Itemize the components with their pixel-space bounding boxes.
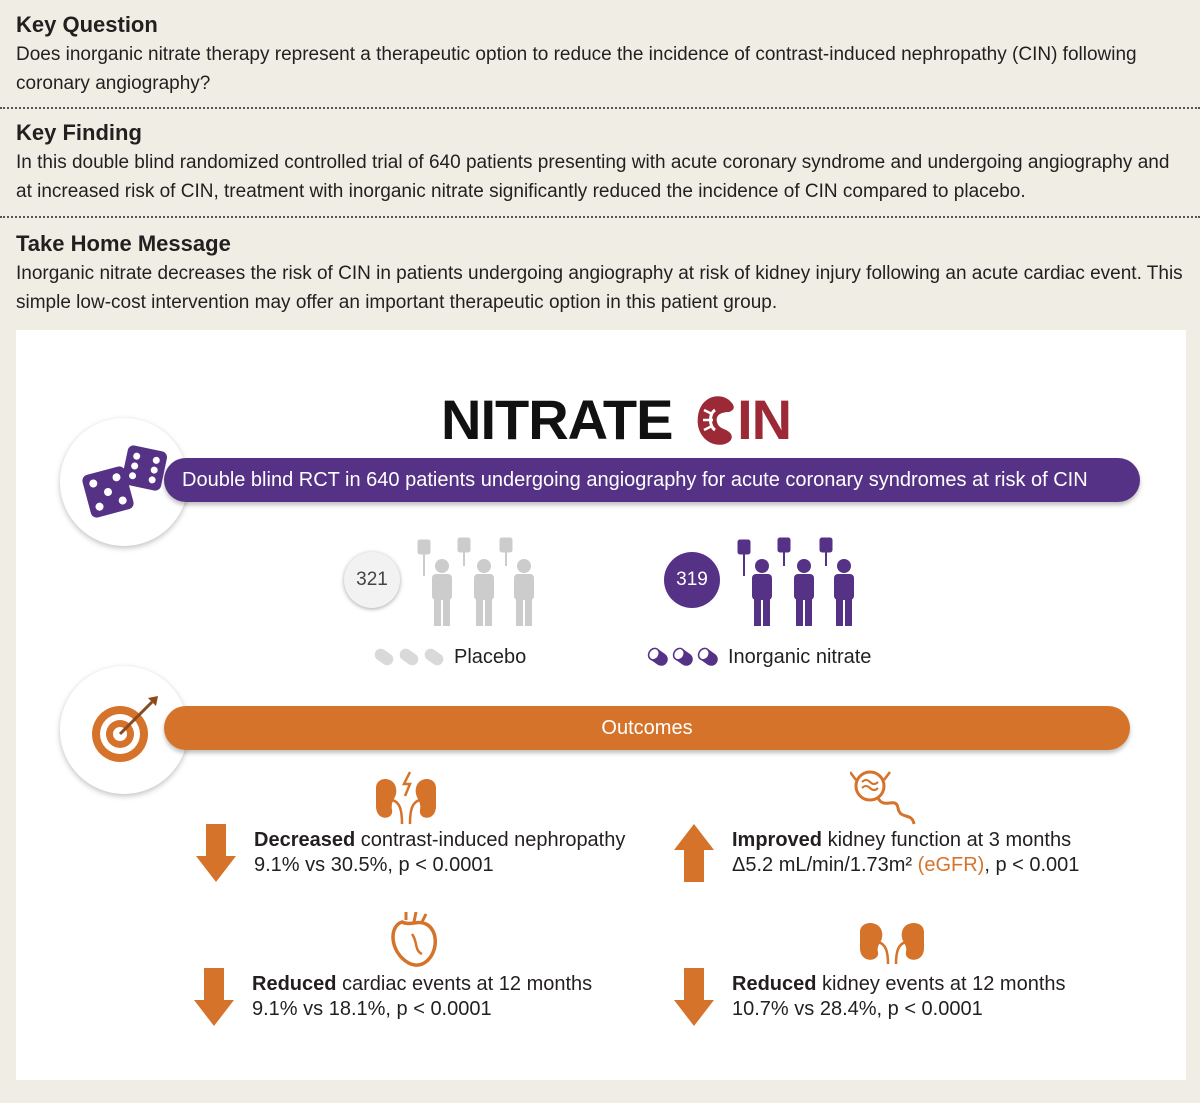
outcome-kidney-events-bold: Reduced [732, 973, 817, 995]
placebo-pills-icon [372, 646, 448, 668]
logo-nitrate-text: NITRATE [441, 388, 673, 451]
infographic-panel [16, 330, 1186, 1080]
outcome-cin-stats: 9.1% vs 30.5%, p < 0.0001 [254, 854, 494, 876]
target-icon [86, 692, 162, 768]
key-question-text: Does inorganic nitrate therapy represent a therapeutic option to reduce the incidence of contrast-induced nephropathy (CIN) following coronary angiography? [16, 44, 1137, 94]
take-home-title: Take Home Message [16, 231, 231, 256]
outcome-cardiac-text: cardiac events at 12 months [336, 973, 593, 995]
key-question-section [16, 12, 1184, 98]
nitrate-label: Inorganic nitrate [728, 646, 872, 668]
outcome-cin [254, 828, 625, 878]
outcomes-banner: Outcomes [164, 706, 1130, 750]
kidney-c-icon [693, 390, 737, 450]
key-question-title: Key Question [16, 12, 158, 37]
arrow-down-icon [674, 968, 714, 1026]
outcome-cardiac [252, 972, 592, 1022]
outcome-kidney-function [732, 828, 1079, 878]
outcome-cin-text: contrast-induced nephropathy [355, 829, 626, 851]
outcome-kidney-function-stats: Δ5.2 mL/min/1.73m² [732, 854, 918, 876]
outcome-kidney-function-bold: Improved [732, 829, 823, 851]
outcome-kidney-function-p: , p < 0.001 [984, 854, 1080, 876]
key-finding-title: Key Finding [16, 120, 142, 145]
trial-logo [441, 390, 791, 450]
take-home-section [16, 231, 1184, 317]
key-finding-section [16, 120, 1184, 206]
outcome-kidney-events-text: kidney events at 12 months [816, 973, 1066, 995]
heart-icon [388, 912, 440, 970]
outcome-kidney-function-text: kidney function at 3 months [822, 829, 1072, 851]
outcome-kidney-events-stats: 10.7% vs 28.4%, p < 0.0001 [732, 998, 983, 1020]
logo-in-text: IN [737, 388, 792, 451]
outcome-cardiac-bold: Reduced [252, 973, 337, 995]
outcome-cin-bold: Decreased [254, 829, 356, 851]
key-finding-text: In this double blind randomized controlled trial of 640 patients presenting with acute coronary syndrome and undergoing angiography and at increased risk of CIN, treatment with inorganic nitrate significantly reduced the incidence of CIN compared to placebo. [16, 152, 1170, 202]
nitrate-patients-icon [734, 536, 866, 628]
kidneys-icon [854, 916, 930, 966]
arrow-down-icon [196, 824, 236, 882]
nitrate-pills-icon [646, 646, 722, 668]
arrow-down-icon [194, 968, 234, 1026]
egfr-label: (eGFR) [917, 854, 985, 876]
placebo-label: Placebo [454, 646, 527, 668]
divider [0, 216, 1200, 218]
outcome-kidney-events [732, 972, 1066, 1022]
kidney-filter-icon [850, 766, 918, 828]
dice-icon [78, 440, 170, 524]
take-home-text: Inorganic nitrate decreases the risk of CIN in patients undergoing angiography at risk of kidney injury following an acute cardiac event. This simple low-cost intervention may offer an important therapeutic option in this patient group. [16, 263, 1183, 313]
arrow-up-icon [674, 824, 714, 882]
placebo-count: 321 [344, 552, 400, 608]
placebo-patients-icon [414, 536, 546, 628]
divider [0, 107, 1200, 109]
outcome-cardiac-stats: 9.1% vs 18.1%, p < 0.0001 [252, 998, 492, 1020]
design-banner: Double blind RCT in 640 patients undergoing angiography for acute coronary syndromes at risk of CIN [164, 458, 1140, 502]
nitrate-count: 319 [664, 552, 720, 608]
kidneys-lightning-icon [370, 770, 442, 826]
